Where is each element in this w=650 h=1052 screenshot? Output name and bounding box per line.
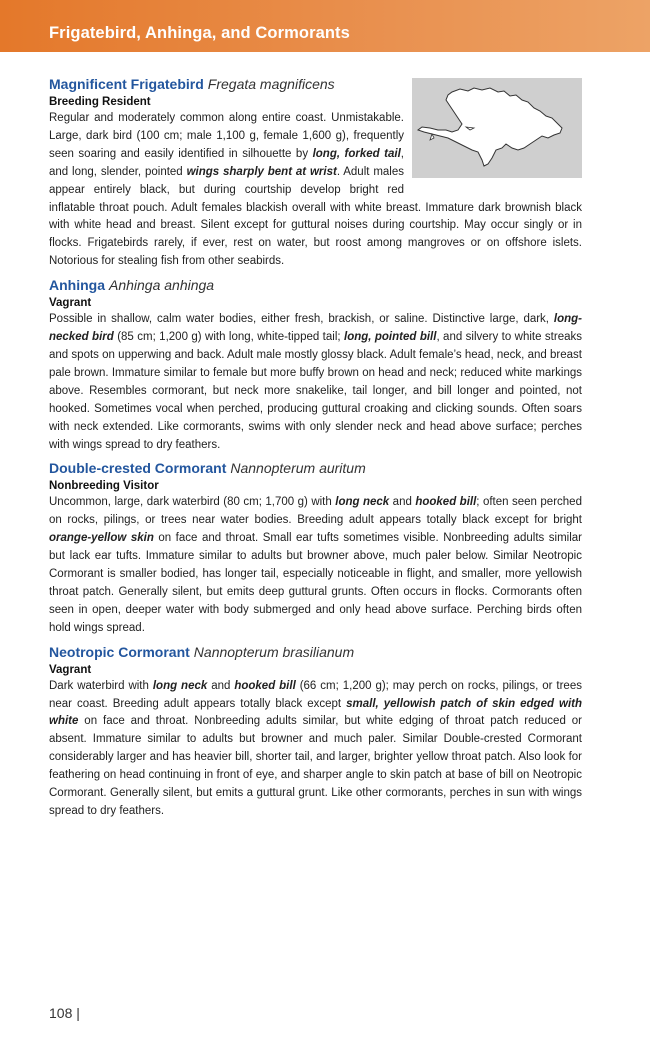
desc-text: Possible in shallow, calm water bodies, either fresh, brackish, or saline. Distinctive large, dark, [49,313,554,326]
page-number: 108 | [49,1005,80,1021]
desc-text: (66 cm; 1,200 g); may perch on rocks, pilings, or trees near coast. Breeding adult appears totally black except [49,679,582,710]
species-account-double-crested-cormorant [49,458,582,637]
status-label: Breeding Resident [49,96,151,108]
desc-text: on face and throat. Nonbreeding adults similar, but white edging of throat patch reduced or absent. Immature similar to adults but browner and much paler. Similar Double-crested Cormorant considerably larger and has heavier bill, shorter tail, and larger, brighter yellow throat patch. Also look for feathering on head continuing in front of eye, and sharper angle to skin patch at base of bill on Neotropic Cormorant. Generally silent, but emits a guttural grunt. Like other cormorants, perches in sun with wings spread to dry feathers. [49,715,582,817]
hispaniola-map-icon [412,78,582,178]
desc-text: . Adult males appear entirely black, but during courtship develop bright red inflatable throat pouch. Adult females blackish overall with white breast. Immature dark brownish black with white head and breast. Silent except for guttural noises during courtship. May occur singly or in flocks. Frigatebirds rarely, if ever, rest on water, but roost among mangroves or on offshore islets. Notorious for stealing fish from other seabirds. [49,165,582,268]
species-account-frigatebird [49,74,582,271]
desc-text: ; often seen perched on rocks, pilings, or trees near water bodies. Breeding adult appears totally black except for bright [49,496,582,527]
desc-emphasis: long neck [335,496,390,509]
desc-text: , and long, slender, pointed [49,147,404,178]
common-name: Magnificent Frigatebird [49,76,204,92]
species-description [49,494,582,637]
desc-text: and [389,496,416,509]
desc-emphasis: long, pointed bill [344,331,437,344]
desc-emphasis: hooked bill [234,679,296,692]
scientific-name: Anhinga anhinga [109,277,215,294]
range-map-hispaniola [412,78,582,178]
scientific-name: Nannopterum auritum [230,460,366,477]
desc-text: Regular and moderately common along entire coast. Unmistakable. Large, dark bird (100 cm; male 1,100 g, female 1,600 g), frequently seen soaring and easily identified in silhouette by [49,112,404,160]
desc-emphasis: long, forked tail [312,147,401,160]
desc-text: (85 cm; 1,200 g) with long, white-tipped tail; [113,331,344,344]
species-heading [49,642,582,662]
scientific-name: Fregata magnificens [207,76,335,92]
desc-emphasis: wings sharply bent at wrist [186,165,337,178]
desc-text: on face and throat. Small ear tufts sometimes visible. Nonbreeding adults similar but lack ear tufts. Immature similar to adults but browner above, much paler below. Similar Neotropic Cormorant is smaller bodied, has longer tail, especially noticeable in flight, and smaller, more yellowish throat patch. Generally silent, but emits deep guttural grunts. Often occurs in flocks. Cormorants often seen in open, deeper water with body submerged and only head above surface. Perching birds often hold wings spread. [49,532,583,634]
scientific-name: Nannopterum brasilianum [193,643,355,660]
species-heading [49,275,582,295]
desc-emphasis: long-necked bird [49,313,582,344]
common-name: Double-crested Cormorant [49,460,227,477]
status-label: Vagrant [49,663,92,676]
desc-emphasis: hooked bill [415,496,477,509]
desc-text: and [207,679,235,692]
species-accounts [49,74,582,825]
species-account-anhinga [49,275,582,454]
species-description [49,311,582,454]
desc-emphasis: small, yellowish patch of skin edged with white [49,697,583,728]
common-name: Neotropic Cormorant [49,643,190,660]
species-account-neotropic-cormorant [49,642,582,821]
chapter-banner [0,0,650,52]
species-heading [49,458,582,478]
desc-emphasis: long neck [152,679,208,692]
desc-text: , and silvery to white streaks and spots on upperwing and back. Adult male mostly glossy black. Adult female’s head, neck, and breast pale brown. Immature similar to female but more buffy brown on head and neck; reduced white markings above. Resembles cormorant, but neck more snakelike, tail longer, and bill longer and pointed, not hooked. Sometimes vocal when perched, producing guttural croaking and clicking sounds. Often soars with neck extended. Like cormorants, swims with only slender neck and head above surface; perches with wings spread to dry feathers. [49,331,583,451]
status-label: Vagrant [49,297,92,310]
desc-text: Uncommon, large, dark waterbird (80 cm; 1,700 g) with [49,496,336,509]
species-description [49,678,582,821]
chapter-title: Frigatebird, Anhinga, and Cormorants [49,24,350,42]
status-label: Nonbreeding Visitor [49,480,159,493]
common-name: Anhinga [49,277,105,294]
desc-text: Dark waterbird with [49,679,153,692]
desc-emphasis: orange-yellow skin [49,532,154,545]
